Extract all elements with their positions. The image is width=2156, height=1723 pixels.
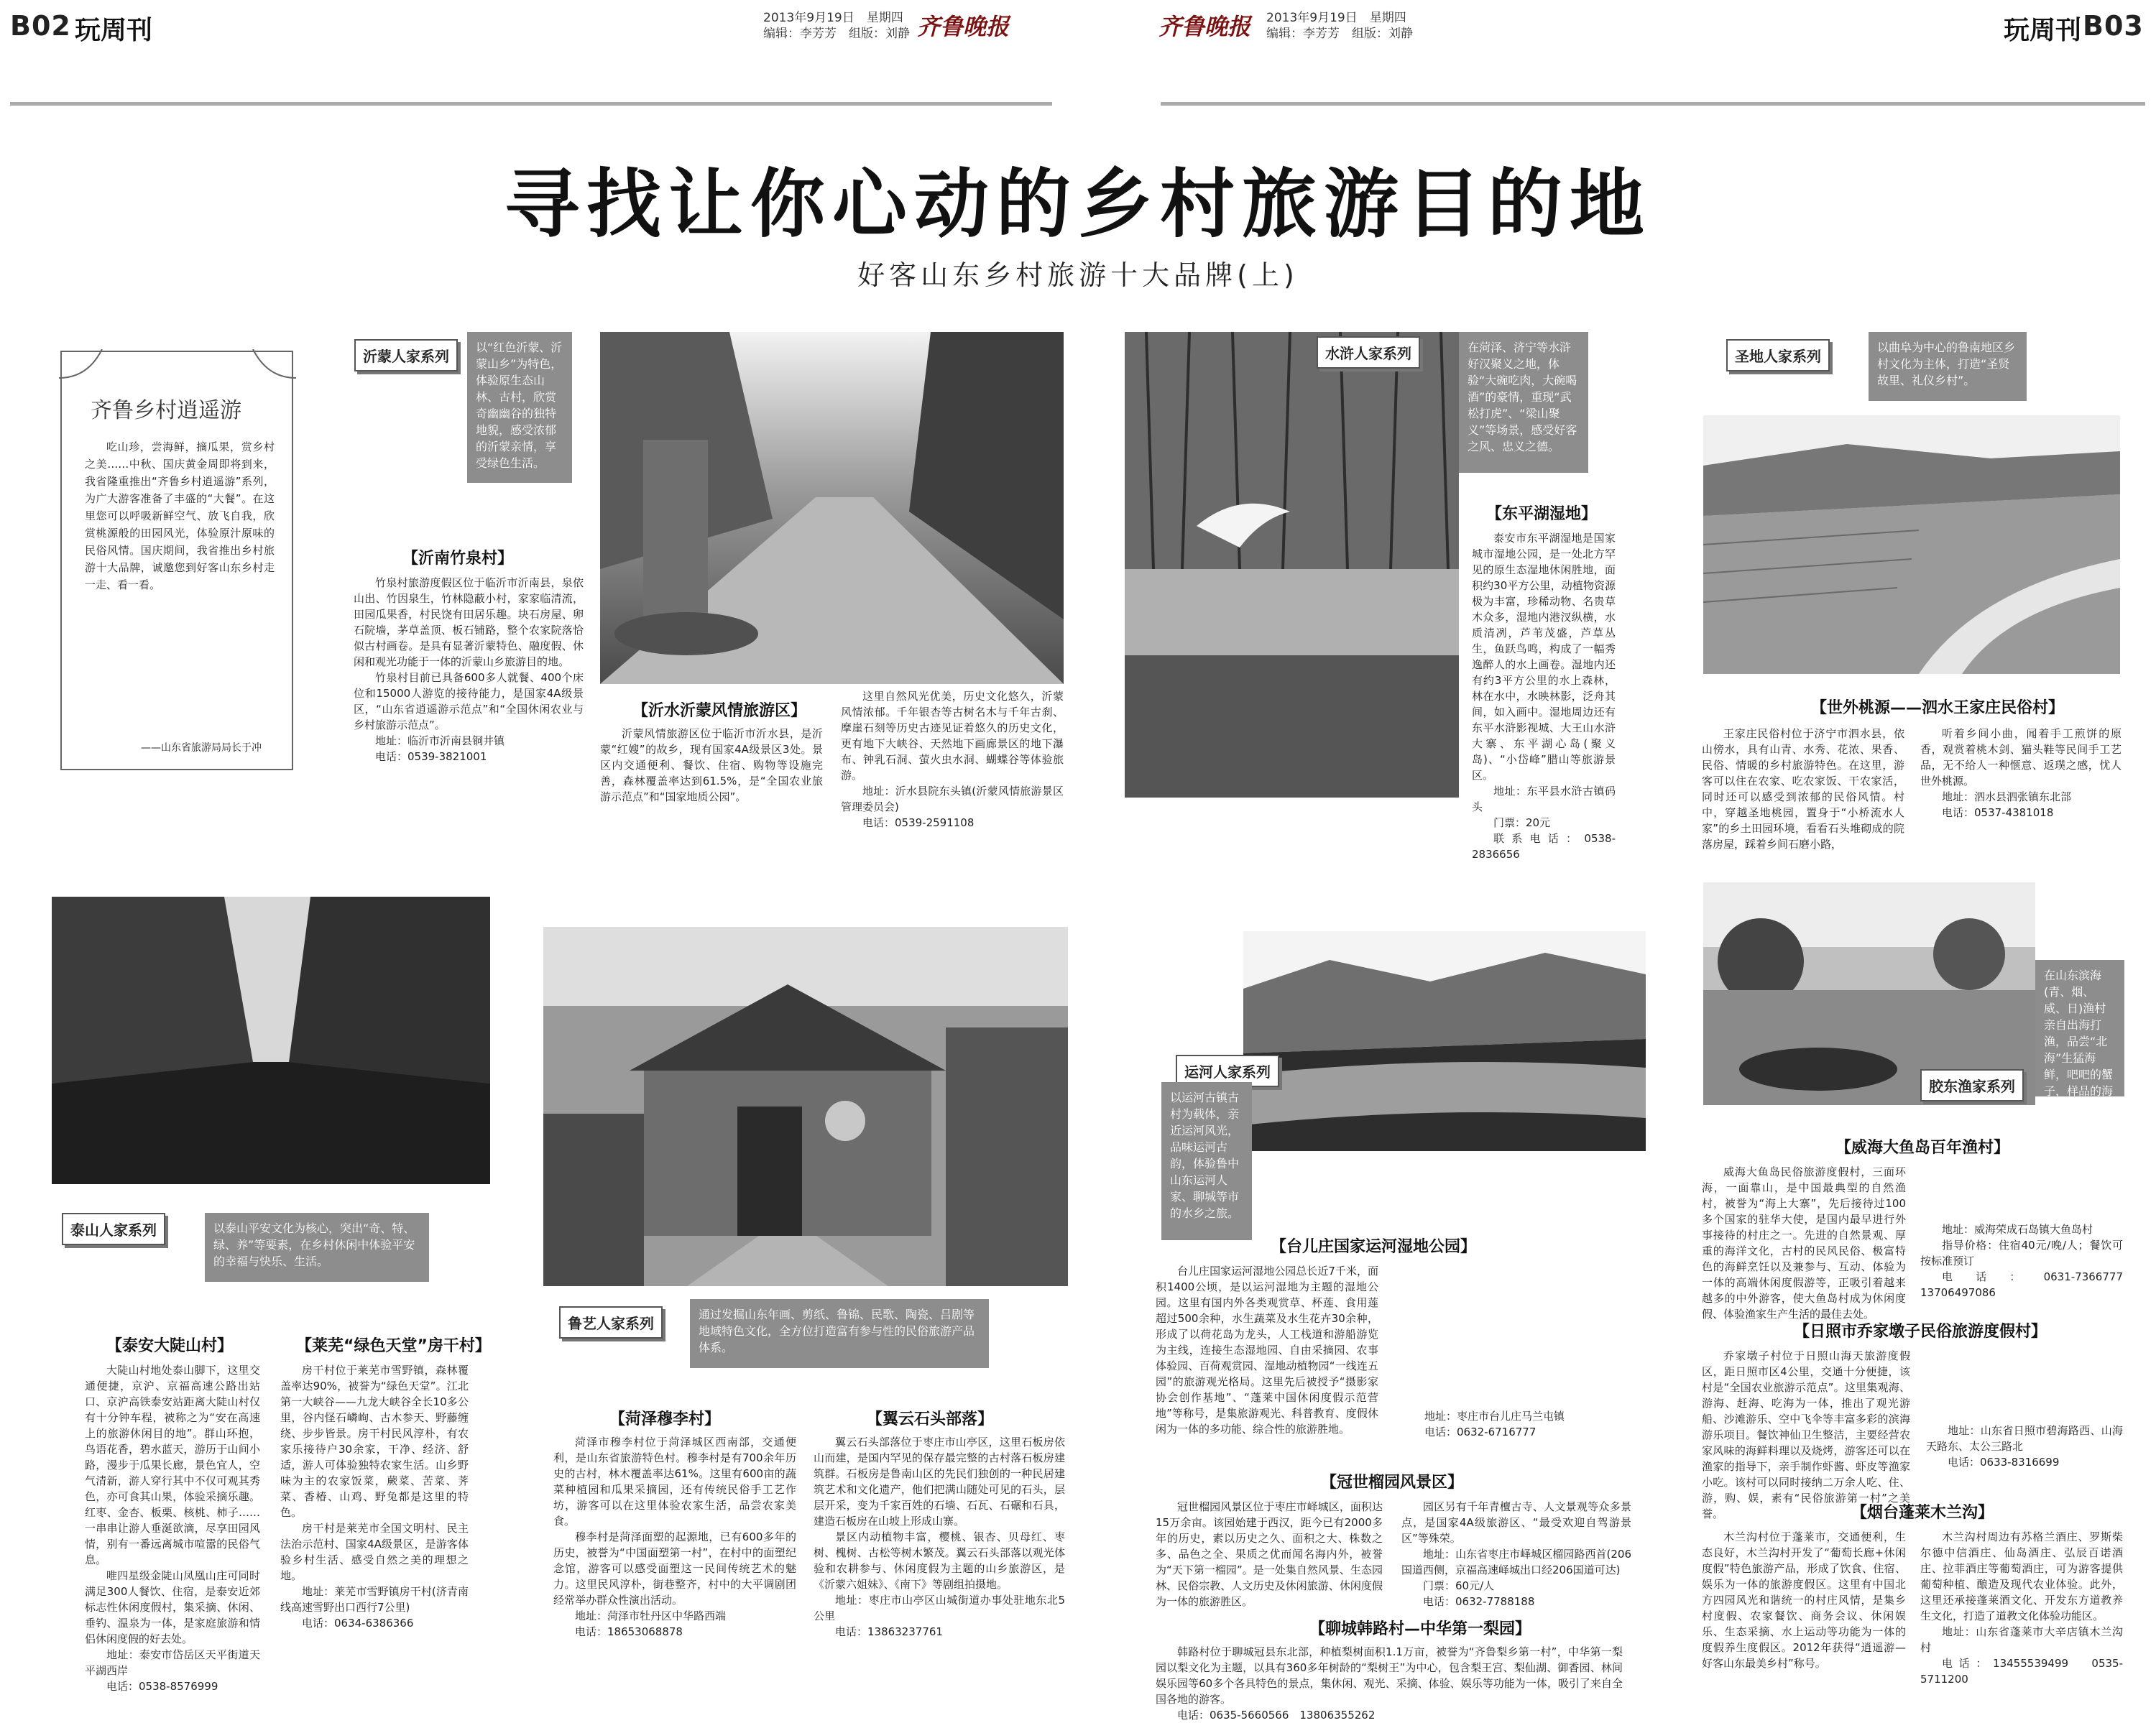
date-right: 2013年9月19日 星期四 bbox=[1266, 11, 1406, 25]
shengdi-a-body2 bbox=[1920, 726, 2122, 821]
photo-stone-houses-art bbox=[543, 927, 1068, 1286]
luyi-b-title: 【翼云石头部落】 bbox=[867, 1410, 994, 1428]
taishan-b-title: 【莱芜“绿色天堂”房干村】 bbox=[296, 1337, 491, 1355]
yunhe-b-addr: 地址：山东省枣庄市峄城区榴园路西首(206国道西侧，京福高速峄城出口经206国道可达) bbox=[1401, 1548, 1631, 1576]
shengdi-a-title: 【世外桃源——泗水王家庄民俗村】 bbox=[1811, 699, 2065, 717]
shengdi-a-addr: 地址：泗水县泗张镇东北部 bbox=[1942, 790, 2072, 803]
luyi-b-body bbox=[814, 1434, 1065, 1640]
jiaodong-c-addr: 地址：山东省蓬莱市大辛店镇木兰沟村 bbox=[1920, 1625, 2123, 1654]
series-desc-jiaodong: 在山东滨海(青、烟、威、日)渔村亲自出海打渔，品尝“北海”生猛海鲜，吧吧的蟹子，样品的海鱼，定让你流连忘返。 bbox=[2035, 960, 2124, 1096]
photo-wetland-egret bbox=[1125, 332, 1459, 798]
yimeng-a-addr: 地址：临沂市沂南县铜井镇 bbox=[375, 734, 505, 747]
yunhe-b-tel: 电话：0632-7788188 bbox=[1423, 1595, 1535, 1608]
luyi-b-text2: 景区内动植物丰富，樱桃、银杏、贝母红、枣树、槐树、古松等树木繁茂。翼云石头部落以观光体验和农耕参与、休闲度假为主题的山乡旅游区，是《沂蒙六姐妹》、《南下》等剧组拍摄地。 bbox=[814, 1530, 1065, 1591]
series-label-yimeng: 沂蒙人家系列 bbox=[354, 339, 458, 371]
luyi-a-text2: 穆李村是菏泽面塑的起源地，已有600多年的历史，被誉为“中国面塑第一村”，在村中的面塑纪念馆，游客可以感受面塑这一民间传统艺术的魅力。这里民风淳朴，街巷整齐，村中的大平调剧团经常举办群众性演出活动。 bbox=[553, 1530, 796, 1607]
yunhe-a-body2 bbox=[1403, 1408, 1626, 1440]
series-label-luyi: 鲁艺人家系列 bbox=[559, 1306, 663, 1339]
jiaodong-b-body2 bbox=[1926, 1423, 2123, 1470]
shuihu-a-addr: 地址：东平县水浒古镇码头 bbox=[1472, 785, 1616, 813]
photo-stone-houses-lanterns bbox=[543, 927, 1068, 1286]
taishan-a-tel: 电话：0538-8576999 bbox=[106, 1680, 218, 1693]
yimeng-b-text2: 这里自然风光优美，历史文化悠久，沂蒙风情浓郁。千年银杏等古树名木与千年古刹、摩崖石刻等历史古迹见证着悠久的历史文化，更有地下大峡谷、天然地下画廊景区的地下瀑布、钟乳石洞、萤火虫水洞、蝴蝶谷等体验旅游。 bbox=[841, 690, 1064, 782]
shuihu-a-text: 泰安市东平湖湿地是国家城市湿地公园，是一处北方罕见的原生态湿地休闲胜地，面积约30平方公里，动植物资源极为丰富，珍稀动物、名贵草木众多，湿地内港汊纵横，水质清冽，芦苇茂盛，芦草丛生，鱼跃鸟鸣，构成了一幅秀逸醉人的水上画卷。湿地内还有约3平方公里的水上森林，林在水中，水映林影，泛舟其间，如入画中。湿地周边还有东平水浒影视城、大王山水浒大寨、东平湖心岛(聚义岛)、“小岱峰”腊山等旅游景区。 bbox=[1472, 532, 1616, 782]
yunhe-a-body bbox=[1156, 1263, 1378, 1437]
series-label-shuihu: 水浒人家系列 bbox=[1317, 336, 1420, 369]
taishan-a-addr: 地址：泰安市岱岳区天平街道天平湖西岸 bbox=[85, 1648, 260, 1677]
yunhe-b-text2: 园区另有千年青檀古寺、人文景观等众多景点，是国家4A级旅游区、“最受欢迎自驾游景区”等殊荣。 bbox=[1401, 1500, 1631, 1545]
jiaodong-a-title: 【威海大鱼岛百年渔村】 bbox=[1835, 1139, 2010, 1157]
luyi-b-tel: 电话：13863237761 bbox=[835, 1625, 943, 1638]
yunhe-b-body bbox=[1156, 1499, 1383, 1609]
yimeng-b-body2 bbox=[841, 688, 1064, 831]
taishan-b-text: 房干村位于莱芜市雪野镇，森林覆盖率达90%，被誉为“绿色天堂”。江北第一大峡谷——九龙大峡谷全长10多公里，谷内怪石嶙峋、古木参天、野藤缠绕、步步皆景。房干村民风淳朴，有农家乐接待户30余家，干净、经济、舒适，游人可体验独特农家生活。山乡野味为主的农家饭菜，蕨菜、苦菜、荠菜、香椿、山鸡、野兔都是这里的特色。 bbox=[280, 1364, 469, 1519]
yunhe-c-tel: 电话：0635-5660566 13806355262 bbox=[1177, 1709, 1376, 1722]
header-rule-right bbox=[1161, 102, 2145, 106]
luyi-b-text: 翼云石头部落位于枣庄市山亭区，这里石板房依山而建，是国内罕见的保存最完整的古村落石板房建筑群。石板房是鲁南山区的先民们独创的一种民居建筑艺术和文化遗产，他们把满山随处可见的石头，层层开采，变为千家百姓的石墙、石瓦、石碾和石具，建造石板房在山坡上形成山寨。 bbox=[814, 1436, 1065, 1528]
yunhe-b-title: 【冠世榴园风景区】 bbox=[1321, 1474, 1464, 1492]
jiaodong-c-text2: 木兰沟村周边有苏格兰酒庄、罗斯柴尔德中信酒庄、仙岛酒庄、弘辰百诺酒庄、拉菲酒庄等葡萄酒庄，可为游客提供葡萄种植、酿造及现代农业体验。此外，这里还承接蓬莱酒文化、开发东方道教养生文化，打造了道教文化体验功能区。 bbox=[1920, 1530, 2123, 1622]
shuihu-a-body bbox=[1472, 530, 1616, 862]
yimeng-b-text: 沂蒙风情旅游区位于临沂市沂水县，是沂蒙“红嫂”的故乡，现有国家4A级景区3处。景区内交通便利、餐饮、住宿、购物等设施完善，森林覆盖率达到61.5%，是“全国农业旅游示范点”和“国家地质公园”。 bbox=[600, 727, 823, 803]
yimeng-b-addr: 地址：沂水县院东头镇(沂蒙风情旅游景区管理委员会) bbox=[841, 785, 1064, 813]
yimeng-b-tel: 电话：0539-2591108 bbox=[862, 816, 975, 829]
intro-text: 吃山珍，尝海鲜，摘瓜果，赏乡村之美……中秋、国庆黄金周即将到来，我省隆重推出“齐鲁乡村逍遥游”系列，为广大游客准备了丰盛的“大餐”。在这里您可以呼吸新鲜空气、放飞自我，欣赏桃源般的田园风光，体验原汁原味的民俗风情。国庆期间，我省推出乡村旅游十大品牌，诚邀您到好客山东乡村走一走、看一看。 bbox=[85, 440, 275, 591]
yunhe-a-tel: 电话：0632-6716777 bbox=[1424, 1426, 1537, 1438]
taishan-b-body bbox=[280, 1362, 469, 1631]
yunhe-a-addr: 地址：枣庄市台儿庄马兰屯镇 bbox=[1424, 1410, 1565, 1423]
section-name-left: 玩周刊 bbox=[75, 16, 153, 45]
jiaodong-a-body bbox=[1702, 1164, 1906, 1322]
yimeng-a-tel: 电话：0539-3821001 bbox=[375, 750, 487, 763]
yimeng-b-title: 【沂水沂蒙风情旅游区】 bbox=[632, 702, 807, 720]
header-rule-left bbox=[10, 102, 1052, 106]
taishan-a-title: 【泰安大陡山村】 bbox=[106, 1337, 234, 1355]
luyi-a-addr: 地址：菏泽市牡丹区中华路西端 bbox=[575, 1609, 727, 1622]
section-name-right: 玩周刊 bbox=[2004, 16, 2082, 45]
shengdi-a-body bbox=[1702, 726, 1904, 852]
taishan-a-body bbox=[85, 1362, 260, 1694]
yunhe-b-body2 bbox=[1401, 1499, 1631, 1609]
photo-stone-village-path bbox=[600, 332, 1064, 684]
intro-signature: ——山东省旅游局局长于冲 bbox=[141, 742, 262, 754]
shengdi-a-text2: 听着乡间小曲，闻着手工煎饼的原香，观赏着桃木剑、猫头鞋等民间手工艺品，无不给人一种惬意、返璞之感，忧人世外桃源。 bbox=[1920, 727, 2122, 787]
shuihu-a-tel: 联系电话：0538-2836656 bbox=[1472, 832, 1616, 861]
paper-logo-left: 齐鲁晚报 bbox=[917, 13, 1010, 40]
photo-canyon-river bbox=[52, 897, 490, 1184]
jiaodong-c-body2 bbox=[1920, 1529, 2123, 1687]
yimeng-a-text2: 竹泉村目前已具备600多人就餐、400个床位和15000人游览的接待能力，是国家4A级景区，“山东省逍遥游示范点”和“全国休闲农业与乡村旅游示范点”。 bbox=[354, 671, 584, 731]
photo-stone-village-path-art bbox=[600, 332, 1064, 684]
series-label-jiaodong: 胶东渔家系列 bbox=[1920, 1069, 2024, 1101]
jiaodong-c-body bbox=[1702, 1529, 1906, 1671]
jiaodong-c-text: 木兰沟村位于蓬莱市，交通便利，生态良好，木兰沟村开发了“葡萄长廊+休闲度假”特色旅游产品，形成了饮食、住宿、娱乐为一体的旅游度假区。这里有中国北方四园风光和谐统一的村庄风情，是集乡村度假、农家餐饮、商务会议、休闲娱乐、生态采摘、水上运动等功能为一体的度假养生度假区。2012年获得“逍遥游—好客山东最美乡村”称号。 bbox=[1702, 1530, 1906, 1670]
series-desc-shuihu: 在菏泽、济宁等水浒好汉聚义之地，体验“大碗吃肉，大碗喝酒”的豪情，重现“武松打虎”、“梁山聚义”等场景，感受好客之风、忠义之德。 bbox=[1459, 332, 1588, 473]
intro-title: 齐鲁乡村逍遥游 bbox=[91, 398, 241, 423]
series-label-yunhe: 运河人家系列 bbox=[1176, 1055, 1279, 1087]
series-label-shengdi: 圣地人家系列 bbox=[1726, 339, 1830, 371]
yunhe-a-text: 台儿庄国家运河湿地公园总长近7千米，面积1400公顷，是以运河湿地为主题的湿地公园。这里有国内外各类观赏草、杯莲、食用莲超过500余种，水生蔬菜及水生花卉30余种，形成了以荷花岛为龙头，人工栈道和游船游览为主线，连接生态湿地园、自由采摘园、农事体验园、百荷观赏园、湿地动植物园“一线连五园”的旅游观光格局。这里先后被授予“摄影家协会创作基地”、“蓬莱中国休闲度假示范营地”等称号，是集旅游观光、科普教育、度假休闲为一体的多功能、综合性的旅游胜地。 bbox=[1156, 1265, 1378, 1436]
taishan-b-text2: 房干村是莱芜市全国文明村、民主法治示范村、国家4A级景区，是游客体验乡村生活、感受自然之美的理想之地。 bbox=[280, 1522, 469, 1582]
paper-logo-right: 齐鲁晚报 bbox=[1158, 13, 1251, 40]
editors-right: 编辑：李芳芳 组版：刘静 bbox=[1266, 27, 1413, 41]
photo-wetland-egret-art bbox=[1125, 332, 1459, 798]
shengdi-a-text: 王家庄民俗村位于济宁市泗水县，依山傍水，具有山青、水秀、花浓、果香、民俗、情暖的乡村旅游特色。在这里，游客可以住在农家、吃农家饭、干农家活，同时还可以感受到浓郁的民俗风情。村中，穿越圣地桃园，置身于“小桥流水人家”的乡土田园环境，看看石头堆砌成的院落房屋，踩着乡间石磨小路， bbox=[1702, 727, 1904, 851]
photo-terraced-fields-art bbox=[1703, 415, 2120, 674]
yimeng-a-text: 竹泉村旅游度假区位于临沂市沂南县，泉依山出、竹因泉生，竹林隐蔽小村，家家临清流，田园瓜果香，村民饶有田居乐趣。块石房屋、卵石院墙，茅草盖顶、板石铺路，整个农家院落恰似古村画卷。是具有显著沂蒙特色、融度假、休闲和观光功能于一体的沂蒙山乡旅游目的地。 bbox=[354, 576, 584, 668]
jiaodong-a-addr: 地址：威海荣成石岛镇大鱼岛村 bbox=[1942, 1223, 2093, 1236]
date-left: 2013年9月19日 星期四 bbox=[763, 11, 903, 25]
series-desc-yimeng: 以“红色沂蒙、沂蒙山乡”为特色，体验原生态山林、古村，欣赏奇幽幽谷的独特地貌，感受浓郁的沂蒙亲情，享受绿色生活。 bbox=[467, 332, 572, 483]
series-desc-taishan: 以泰山平安文化为核心，突出“奇、特、绿、养”等要素，在乡村休闲中体验平安的幸福与快乐、生活。 bbox=[205, 1213, 429, 1282]
yunhe-b-text: 冠世榴园风景区位于枣庄市峄城区，面积达15万余亩。该园始建于西汉，距今已有2000多年的历史，素以历史之久、面积之大、株数之多、品色之全、果质之优而闻名海内外，被誉为“天下第一榴园”。是一处集自然风景、生态园林、民俗宗教、人文历史及休闲旅游、休闲度假为一体的旅游胜区。 bbox=[1156, 1500, 1383, 1608]
photo-river-mountains-art bbox=[1243, 931, 1646, 1151]
editors-left: 编辑：李芳芳 组版：刘静 bbox=[763, 27, 910, 41]
luyi-a-title: 【菏泽穆李村】 bbox=[609, 1410, 721, 1428]
luyi-a-text: 菏泽市穆李村位于菏泽城区西南部，交通便利，是山东省旅游特色村。穆李村是有700余年历史的古村，林木覆盖率达61%。这里有600亩的蔬菜种植园和瓜果采摘园，还有传统民俗手工艺作坊，游客可以在这里体验农家生活，品尝农家美食。 bbox=[553, 1436, 796, 1528]
taishan-a-text: 大陡山村地处泰山脚下，这里交通便捷，京沪、京福高速公路出站口、京沪高铁泰安站距离大陡山村仅有十分钟车程，被称之为“安在高速上的旅游休闲目的地”。群山环抱，鸟语花香，碧水蓝天，游历于山间小路，漫步于瓜果长廊，景色宜人，空气清新，游人穿行其中不仅可观其秀色，亦可食其山果，体验采摘乐趣。红枣、金杏、板栗、核桃、柿子……一串串让游人垂涎欲滴，尽享田园风情，别有一番远离城市喧嚣的民俗气息。 bbox=[85, 1364, 260, 1566]
series-desc-yunhe: 以运河古镇古村为载体，亲近运河风光，品味运河古韵，体验鲁中山东运河人家、聊城等市的水乡之旅。 bbox=[1161, 1082, 1252, 1240]
shuihu-a-title: 【东平湖湿地】 bbox=[1486, 505, 1598, 523]
intro-box bbox=[60, 351, 293, 770]
yimeng-a-body bbox=[354, 575, 584, 765]
shuihu-a-price: 门票：20元 bbox=[1493, 816, 1551, 829]
yunhe-c-title: 【聊城韩路村—中华第一梨园】 bbox=[1309, 1620, 1531, 1638]
photo-river-mountains bbox=[1243, 931, 1646, 1151]
yunhe-b-price: 门票：60元/人 bbox=[1423, 1579, 1495, 1592]
series-desc-luyi: 通过发掘山东年画、剪纸、鲁锦、民歌、陶瓷、吕剧等地域特色文化，全方位打造富有参与性的民俗旅游产品体系。 bbox=[690, 1299, 989, 1368]
page-code-right: B03 bbox=[2083, 10, 2144, 42]
photo-canyon-river-art bbox=[52, 897, 490, 1184]
photo-terraced-fields-river bbox=[1703, 415, 2120, 674]
yunhe-c-body bbox=[1156, 1644, 1623, 1723]
yimeng-b-body bbox=[600, 726, 823, 805]
jiaodong-b-text: 乔家墩子村位于日照山海天旅游度假区，距日照市区4公里，交通十分便捷，该村是“全国农业旅游示范点”。这里集观海、游海、赶海、吃海为一体，推出了观光游船、沙滩游乐、空中飞伞等丰富多彩的滨海游乐项目。餐饮神仙卫生整洁，主要经营农家风味的海鲜料理以及烧烤，游客还可以在渔家的指导下，亲手制作虾酱、虾皮等渔家小吃。该村可以同时接纳二万余人吃、住、游，购、娱，素有“民俗旅游第一村”之美誉。 bbox=[1702, 1349, 1910, 1520]
yimeng-a-title: 【沂南竹泉村】 bbox=[402, 550, 514, 568]
luyi-a-body bbox=[553, 1434, 796, 1640]
jiaodong-a-body2 bbox=[1920, 1221, 2134, 1301]
series-label-taishan: 泰山人家系列 bbox=[62, 1213, 165, 1245]
taishan-b-tel: 电话：0634-6386366 bbox=[302, 1617, 414, 1630]
jiaodong-a-text: 威海大鱼岛民俗旅游度假村，三面环海，一面靠山，是中国最典型的自然渔村，被誉为“海上大寨”，先后接待过100多个国家的驻华大使，是国内最早进行外事接待的村庄之一。先进的自然景观、厚重的海洋文化，古村的民风民俗、极富特色的海鲜烹饪以及兼参与、互动、体验为一体的高端休闲度假游等，正吸引着越来越多的中外游客，使大鱼岛村成为休闲度假、体验渔家生产生活的最佳去处。 bbox=[1702, 1165, 1906, 1321]
jiaodong-c-title: 【烟台蓬莱木兰沟】 bbox=[1851, 1504, 1994, 1522]
shengdi-a-tel: 电话：0537-4381018 bbox=[1942, 806, 2054, 819]
page-title: 寻找让你心动的乡村旅游目的地 bbox=[504, 160, 1651, 248]
jiaodong-b-addr: 地址：山东省日照市碧海路西、山海天路东、太公三路北 bbox=[1926, 1424, 2123, 1453]
jiaodong-c-tel: 电话：13455539499 0535-5711200 bbox=[1920, 1657, 2123, 1686]
taishan-b-addr: 地址：莱芜市雪野镇房干村(济青南线高速雪野出口西行7公里) bbox=[280, 1585, 469, 1614]
luyi-a-tel: 电话：18653068878 bbox=[575, 1625, 683, 1638]
jiaodong-b-title: 【日照市乔家墩子民俗旅游度假村】 bbox=[1794, 1323, 2047, 1341]
jiaodong-a-price: 指导价格：住宿40元/晚/人；餐饮可按标准预订 bbox=[1920, 1239, 2123, 1267]
series-desc-shengdi: 以曲阜为中心的鲁南地区乡村文化为主体，打造“圣贤故里、礼仪乡村”。 bbox=[1869, 332, 2027, 401]
page-code-left: B02 bbox=[10, 10, 71, 42]
yunhe-c-text: 韩路村位于聊城冠县东北部，种植梨树面积1.1万亩，被誉为“齐鲁梨乡第一村”，中华第一梨园以梨文化为主题，以具有360多年树龄的“梨树王”为中心，包含梨王宫、梨仙湖、御香园、林间娱乐园等60多个各具特色的景点，集休闲、观光、采摘、体验、娱乐等功能为一体，吸引了来自全国各地的游客。 bbox=[1156, 1645, 1623, 1706]
yunhe-a-title: 【台儿庄国家运河湿地公园】 bbox=[1271, 1238, 1477, 1256]
jiaodong-a-tel: 电话：0631-7366777 13706497086 bbox=[1920, 1270, 2134, 1299]
page-subtitle: 好客山东乡村旅游十大品牌(上) bbox=[857, 259, 1299, 291]
jiaodong-b-tel: 电话：0633-8316699 bbox=[1948, 1456, 2060, 1469]
jiaodong-b-body bbox=[1702, 1348, 1910, 1522]
taishan-a-text2: 唯四星级金陡山凤凰山庄可同时满足300人餐饮、住宿，是泰安近郊标志性休闲度假村，集采摘、休闲、垂钓、温泉为一体，是家庭旅游和情侣休闲度假的好去处。 bbox=[85, 1569, 260, 1645]
luyi-b-addr: 地址：枣庄市山亭区山城街道办事处驻地东北5公里 bbox=[814, 1594, 1065, 1622]
